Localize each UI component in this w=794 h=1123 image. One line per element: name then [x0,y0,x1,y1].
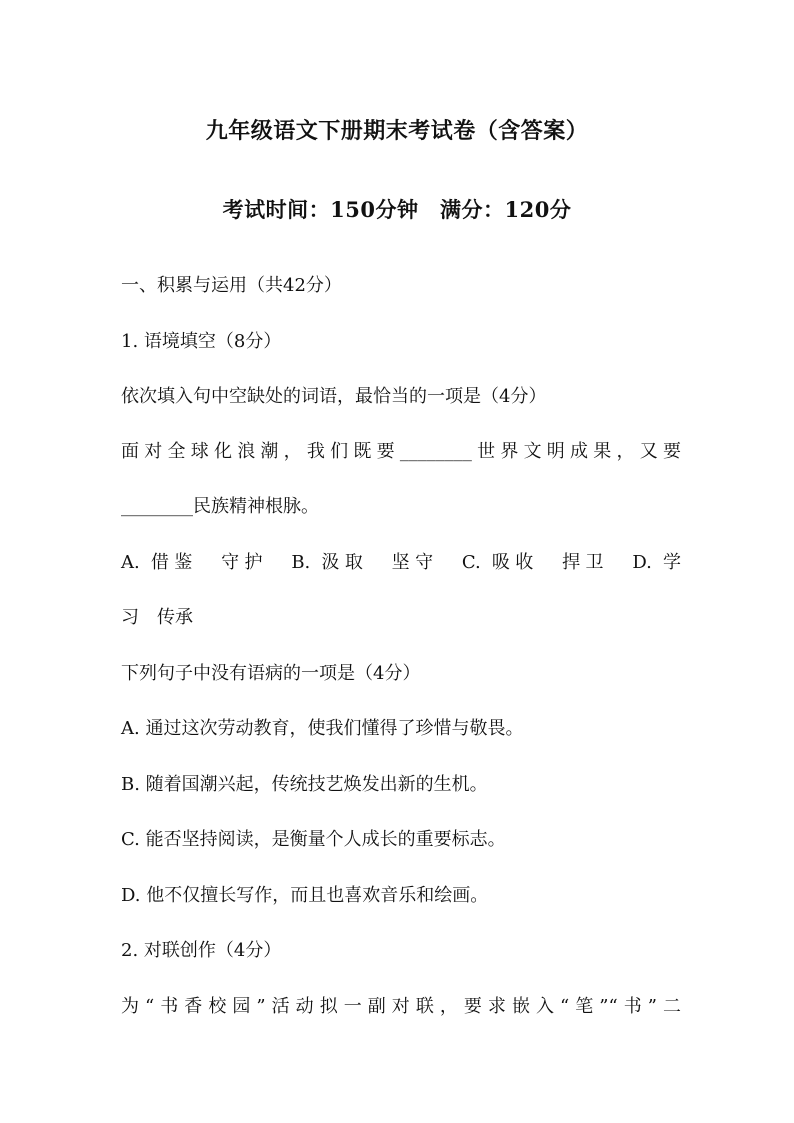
option-a: A. 通过这次劳动教育，使我们懂得了珍惜与敬畏。 [121,718,524,739]
question-prompt: 为“书香校园”活动拟一副对联，要求嵌入“笔”“书”二 [121,996,681,1017]
section-heading: 一、积累与运用（共42分） [121,275,342,296]
question-sentence: 面对全球化浪潮，我们既要________世界文明成果，又要 [121,441,681,462]
exam-subtitle: 考试时间：150分钟 满分：120分 [222,197,572,222]
question-heading: 1. 语境填空（8分） [121,331,282,352]
question-prompt: 依次填入句中空缺处的词语，最恰当的一项是（4分） [121,386,547,407]
option-d: D. 他不仅擅长写作，而且也喜欢音乐和绘画。 [121,885,489,906]
answer-options: A. 借鉴 守护 B. 汲取 坚守 C. 吸收 捍卫 D. 学 [121,552,681,573]
question-prompt: 下列句子中没有语病的一项是（4分） [121,663,421,684]
option-c: C. 能否坚持阅读，是衡量个人成长的重要标志。 [121,829,506,850]
option-b: B. 随着国潮兴起，传统技艺焕发出新的生机。 [121,774,488,795]
exam-title: 九年级语文下册期末考试卷（含答案） [205,118,589,144]
question-heading: 2. 对联创作（4分） [121,940,282,961]
question-sentence-cont: ________民族精神根脉。 [121,496,319,517]
answer-options-cont: 习 传承 [121,607,193,628]
